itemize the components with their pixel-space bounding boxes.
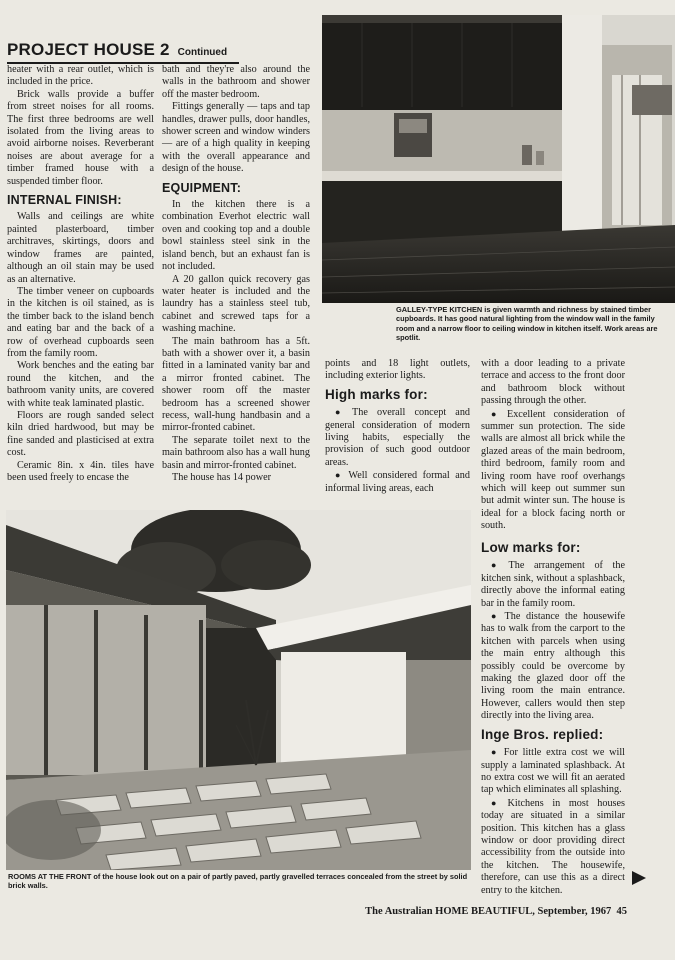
publication-line: The Australian HOME BEAUTIFUL, September, 1967 bbox=[365, 906, 612, 917]
paragraph: In the kitchen there is a combination Everhot electric wall oven and cooking top and a double bowl stainless steel sink in the island bench, but an exhaust fan is not included. bbox=[162, 199, 310, 273]
house-photo-caption: ROOMS AT THE FRONT of the house look out on a pair of partly paved, partly gravelled terraces concealed from the street by solid brick walls. bbox=[8, 872, 468, 891]
paragraph: Ceramic 8in. x 4in. tiles have been used freely to encase the bbox=[7, 459, 154, 483]
text-column-2 bbox=[162, 64, 310, 484]
paragraph: Floors are rough sanded select kiln dried hardwood, but may be fine sanded and plasticised at extra cost. bbox=[7, 409, 154, 459]
kitchen-photo-caption: GALLEY-TYPE KITCHEN is given warmth and richness by stained timber cupboards. It has good natural lighting from the window wall in the family room and a narrow floor to ceiling window in kitchen itself. Work areas are spotlit. bbox=[396, 305, 658, 343]
article-header bbox=[7, 40, 239, 64]
bullet-point: ● Kitchens in most houses today are situated in a similar position. This kitchen has a glass window or door providing direct accessibility from the outside into the kitchen. The housewife, therefore, can use this as a direct entry to the kitchen. bbox=[481, 797, 625, 897]
kitchen-photo-illustration bbox=[322, 15, 675, 303]
arrow-right-icon bbox=[632, 868, 646, 888]
bullet-point: ● For little extra cost we will supply a laminated splashback. At no extra cost we will fit an aerated tap which eliminates all splashing. bbox=[481, 746, 625, 797]
heading-high-marks: High marks for: bbox=[325, 386, 428, 402]
bullet-point: ● The overall concept and general consideration of modern living habits, especially the provision of such good outdoor areas. bbox=[325, 406, 470, 469]
paragraph: with a door leading to a private terrace and access to the front door and bathroom block without passing through the other. bbox=[481, 358, 625, 407]
house-photo-illustration bbox=[6, 510, 471, 870]
paragraph: The timber veneer on cupboards in the kitchen is oil stained, as is the timber back to the island bench and eating bar and the back of a row of overhead cupboards seen from the family room. bbox=[7, 285, 154, 359]
text-column-4 bbox=[481, 358, 625, 533]
paragraph: Brick walls provide a buffer from street noises for all rooms. The first three bedrooms are well isolated from the living areas to avoid airborne noises. Reverberant noises are about average for a timber framed house with a suspended timber floor. bbox=[7, 88, 154, 187]
bullet-point: ● Excellent consideration of summer sun protection. The side walls are almost all brick while the glazed areas of the main bedroom, third bedroom, family room and living room have roof overhangs which will keep out summer sun but admit winter sun. The house is ideal for a block facing north or south. bbox=[481, 408, 625, 533]
continued-label: Continued bbox=[177, 47, 228, 58]
heading-equipment: EQUIPMENT: bbox=[162, 180, 242, 195]
bullet-point: ● Well considered formal and informal living areas, each bbox=[325, 469, 470, 495]
text-column-5 bbox=[481, 536, 625, 897]
paragraph: bath and they're also around the walls in the bathroom and shower off the master bedroom. bbox=[162, 64, 310, 100]
page-number: 45 bbox=[616, 906, 627, 917]
paragraph: points and 18 light outlets, including exterior lights. bbox=[325, 358, 470, 382]
paragraph: A 20 gallon quick recovery gas water heater is included and the laundry has a stainless steel tub, cabinet and screwed taps for a washing machine. bbox=[162, 273, 310, 335]
text-column-3 bbox=[325, 358, 470, 495]
paragraph: The main bathroom has a 5ft. bath with a shower over it, a basin fitted in a laminated vanity bar and a mirror fronted cabinet. The shower room off the master bedroom has a screened shower recess, wall-hung handbasin and a mirror-fronted cabinet. bbox=[162, 335, 310, 434]
bullet-point: ● The distance the housewife has to walk from the carport to the kitchen with parcels when using the main entry although this possibly could be overcome by making the glazed door off the living room the main entrance. However, callers would then step directly into the living area. bbox=[481, 610, 625, 723]
text-column-1 bbox=[7, 64, 154, 484]
heading-inge-bros-replied: Inge Bros. replied: bbox=[481, 726, 604, 742]
paragraph: Walls and ceilings are white painted plasterboard, timber architraves, skirtings, doors and window frames are painted, although an oil stain may be used as an alternative. bbox=[7, 211, 154, 285]
heading-low-marks: Low marks for: bbox=[481, 540, 581, 555]
paragraph: The house has 14 power bbox=[172, 472, 272, 483]
paragraph: The separate toilet next to the main bathroom also has a wall hung basin and mirror-fronted cabinet. bbox=[162, 434, 310, 471]
page-footer bbox=[347, 906, 627, 917]
house-exterior-photo bbox=[6, 510, 471, 870]
kitchen-photo bbox=[322, 15, 675, 303]
paragraph: Work benches and the eating bar round the kitchen, and the bathroom vanity units, are covered with white teak laminated plastic. bbox=[7, 360, 154, 409]
paragraph: Fittings generally — taps and tap handles, drawer pulls, door handles, shower screen and window winders — are of a high quality in keeping with the overall appearance and design of the house. bbox=[162, 101, 310, 175]
heading-internal-finish: INTERNAL FINISH: bbox=[7, 193, 122, 208]
bullet-point: ● The arrangement of the kitchen sink, without a splashback, directly above the informal eating bar in the family room. bbox=[481, 559, 625, 610]
paragraph: heater with a rear outlet, which is included in the price. bbox=[7, 64, 154, 88]
article-title: PROJECT HOUSE 2 bbox=[7, 40, 170, 59]
